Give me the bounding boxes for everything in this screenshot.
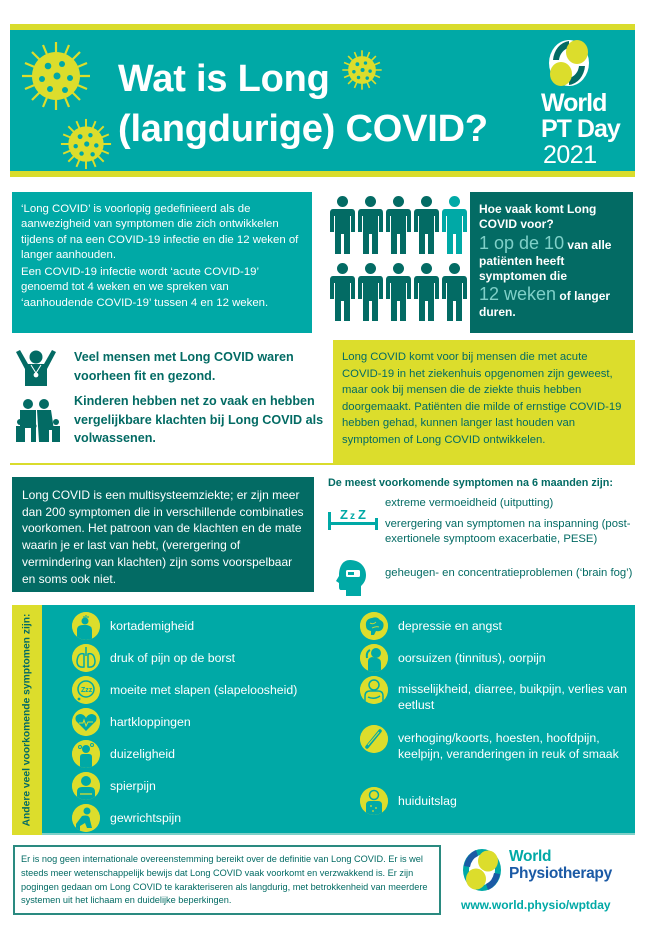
hospital-note-text: Long COVID komt voor bij mensen die met acute COVID-19 in het ziekenhuis opgenomen zijn geweest, maar ook bij mensen die de ziekte thuis hebben doorgemaakt. Patiënten die milde of ernstige COVID-19 hebben gehad, kunnen langer last houden van symptomen of Long COVID ontwikkelen. — [342, 351, 622, 446]
symptom-label: gewrichtspijn — [110, 811, 182, 825]
muscle-pain-icon — [72, 772, 100, 800]
svg-text:Zzz: Zzz — [81, 687, 93, 694]
person-icon — [386, 196, 411, 254]
person-icon — [358, 263, 383, 321]
symptom-label: misselijkheid, diarree, buikpijn, verlies van eetlust — [398, 682, 627, 712]
logo-text-year: 2021 — [543, 141, 597, 169]
symptom-label: hartkloppingen — [110, 715, 191, 729]
ear-pain-icon — [360, 644, 388, 672]
fact-text: Kinderen hebben net zo vaak en hebben vergelijkbare klachten bij Long COVID als volwassenen. — [74, 394, 324, 445]
frequency-text-1: van alle patiënten heeft symptomen die — [479, 237, 612, 283]
org-name-line-2: Physiotherapy — [509, 865, 612, 882]
bed-sleep-icon — [328, 504, 378, 530]
frequency-question: Hoe vaak komt Long COVID voor? — [479, 202, 597, 232]
world-physiotherapy-logo-icon — [462, 848, 502, 892]
website-link[interactable]: www.world.physio/wptday — [461, 898, 611, 912]
symptom-label: depressie en angst — [398, 619, 502, 633]
stomach-pain-icon — [360, 676, 388, 704]
thermometer-icon — [360, 725, 388, 753]
symptom-label: oorsuizen (tinnitus), oorpijn — [398, 651, 546, 665]
hospital-note-box — [333, 340, 635, 464]
title-line-1: Wat is Long — [118, 58, 330, 100]
symptom-label: huiduitslag — [398, 794, 457, 808]
symptom-label: druk of pijn op de borst — [110, 651, 236, 665]
symptom-label: moeite met slapen (slapeloosheid) — [110, 683, 298, 697]
person-icon — [358, 196, 383, 254]
fact-children — [14, 392, 324, 448]
fact-fit-healthy — [14, 348, 324, 388]
footer-note-box — [13, 845, 441, 915]
person-icon — [414, 196, 439, 254]
world-pt-day-emblem-icon — [547, 38, 591, 88]
skin-rash-icon — [360, 787, 388, 815]
svg-text:z: z — [350, 511, 355, 522]
person-icon — [330, 263, 355, 321]
other-symptoms-panel — [12, 605, 635, 835]
common-symptom-item: verergering van symptomen na inspanning (post-exertionele symptoom exacerbatie, PESE) — [385, 518, 631, 546]
person-icon — [414, 263, 439, 321]
shortness-of-breath-icon — [72, 612, 100, 640]
person-highlighted-icon — [442, 196, 467, 254]
symptom-label: duizeligheid — [110, 747, 175, 761]
athlete-medal-icon — [14, 348, 58, 388]
multisystem-text: Long COVID is een multisysteemziekte; er zijn meer dan 200 symptomen die in verschillende combinaties voorkomen. Het patroon van de klachten en de mate waarin je er last van hebt, (verergering of vermindering van klachten) zijn soms voorspelbaar en soms ook niet. — [22, 488, 304, 586]
multisystem-box — [12, 477, 314, 592]
frequency-box — [470, 192, 633, 333]
common-symptom-item: geheugen- en concentratieproblemen (‘brain fog’) — [385, 567, 633, 579]
lungs-icon — [72, 644, 100, 672]
person-icon — [330, 196, 355, 254]
symptom-label: verhoging/koorts, hoesten, hoofdpijn, keelpijn, veranderingen in reuk of smaak — [398, 731, 619, 761]
common-symptom-item: extreme vermoeidheid (uitputting) — [385, 497, 554, 509]
virus-icon — [18, 38, 94, 114]
header-banner — [10, 24, 635, 177]
world-pt-day-logo — [537, 38, 637, 176]
other-symptoms-side-label — [12, 605, 42, 835]
title-line-2: (langdurige) COVID? — [118, 108, 488, 150]
definition-box — [12, 192, 312, 333]
logo-text-pt-day: PT Day — [541, 115, 620, 143]
heart-pulse-icon — [72, 708, 100, 736]
brain-icon — [360, 612, 388, 640]
definition-paragraph-1: ‘Long COVID’ is voorlopig gedefinieerd als de aanwezigheid van symptomen die zich ontwikkelen tijdens of na een COVID-19 infectie en die 12 weken of langer aanhouden. — [21, 203, 299, 261]
logo-text-world: World — [541, 89, 607, 117]
family-icon — [14, 398, 62, 444]
section-divider — [10, 463, 635, 465]
svg-text:Z: Z — [358, 507, 366, 522]
symptom-label: spierpijn — [110, 779, 156, 793]
symptom-label: kortademigheid — [110, 619, 195, 633]
definition-paragraph-2: Een COVID-19 infectie wordt ‘acute COVID-19’ genoemd tot 4 weken en we spreken van ‘aanhoudende COVID-19’ tussen 4 en 12 weken. — [21, 266, 269, 309]
common-symptoms-heading: De meest voorkomende symptomen na 6 maanden zijn: — [328, 477, 613, 489]
virus-icon — [58, 116, 114, 172]
joint-pain-icon — [72, 804, 100, 832]
frequency-stat-weeks: 12 weken — [479, 284, 557, 305]
frequency-text-2: of langer duren. — [479, 289, 611, 320]
head-battery-icon — [336, 560, 366, 596]
fact-text: Veel mensen met Long COVID waren voorheen fit en gezond. — [74, 350, 294, 383]
sleep-bubble-icon — [72, 676, 100, 704]
person-icon — [386, 263, 411, 321]
svg-text:Z: Z — [340, 507, 348, 522]
org-name-line-1: World — [509, 848, 552, 865]
frequency-stat-ratio: 1 op de 10 — [479, 232, 565, 253]
page-title — [118, 54, 488, 154]
people-pictogram-grid — [330, 196, 470, 324]
footer-note-text: Er is nog geen internationale overeenstemming bereikt over de definitie van Long COVID. Er is wel steeds meer wetenschappelijk bewijs dat Long COVID vaak voorkomt en verzwakkend is. Er zijn pogingen gedaan om Long COVID te karakteriseren als langdurig, met betrokkenheid van meerdere systemen uit het lichaam en duidelijke beperkingen. — [21, 854, 428, 906]
side-label-text: Andere veel voorkomende symptomen zijn: — [21, 613, 33, 827]
person-icon — [442, 263, 467, 321]
dizzy-person-icon — [72, 740, 100, 768]
